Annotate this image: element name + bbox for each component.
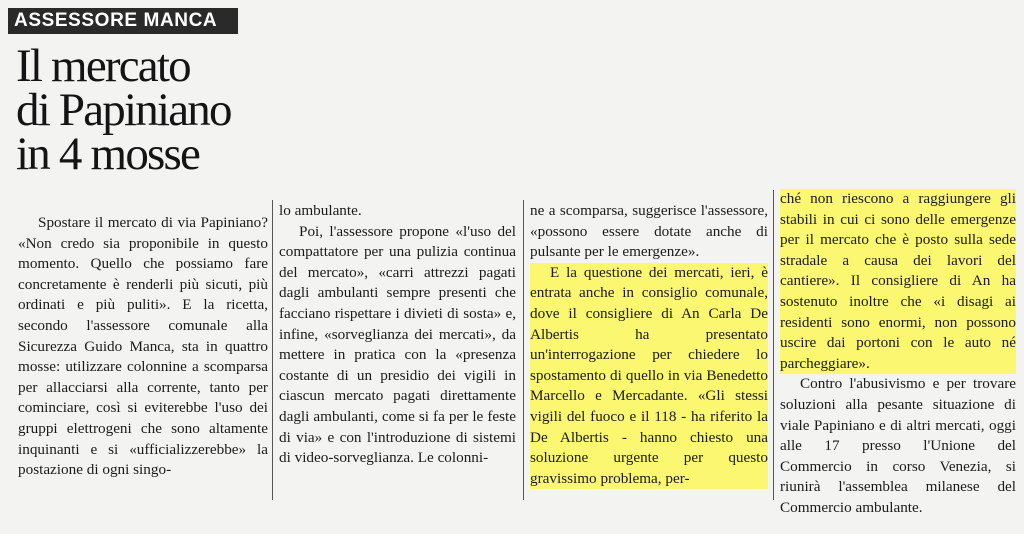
kicker-label: ASSESSORE MANCA — [8, 8, 238, 34]
column-3-paragraph-a: ne a scomparsa, suggerisce l'assessore, «possono essere dotate anche di pulsante per le emergenze». — [530, 202, 768, 261]
headline-line-1: Il mercato — [16, 40, 190, 92]
column-divider-1 — [272, 200, 273, 500]
column-divider-3 — [773, 190, 774, 500]
column-2-paragraph-a: lo ambulante. — [279, 202, 362, 219]
column-3 — [530, 201, 768, 489]
column-1 — [18, 213, 268, 481]
column-2-paragraph-b: Poi, l'assessore propone «l'uso del compattatore per una pulizia continua del mercato», «carri attrezzi pagati dagli ambulanti sempre presenti che facciano rispettare i divieti di sosta» e, infine, «sorveglianza dei mercati», da mettere in pratica con la «presenza costante di un presidio dei vigili in ciascun mercato pagati direttamente dagli ambulanti, come si fa per le feste di via» e con l'introduzione di sistemi di video-sorveglianza. Le colonni- — [279, 222, 516, 467]
column-3-paragraph-b-highlighted: E la questione dei mercati, ieri, è entrata anche in consiglio comunale, dove il consigliere di An Carla De Albertis ha presentato un'interrogazione per chiedere lo spostamento di quello in via Benedetto Marcello e Mercadante. «Gli stessi vigili del fuoco e il 118 - ha riferito la De Albertis - hanno chiesto una soluzione urgente per questo gravissimo problema, per- — [530, 263, 768, 490]
column-1-paragraph: Spostare il mercato di via Papiniano? «Non credo sia proponibile in questo momento. Quello che possiamo fare concretamente è renderli più sicuti, più ordinati e più puliti». E la ricetta, secondo l'assessore comunale alla Sicurezza Guido Manca, sta in quattro mosse: utilizzare colonnine a scomparsa per allacciarsi alla corrente, tanto per cominciare, così si eviterebbe l'uso dei gruppi elettrogeni che sono altamente inquinanti e si «ufficializzerebbe» la postazione di ogni singo- — [18, 214, 268, 479]
column-divider-2 — [523, 200, 524, 500]
headline — [16, 40, 276, 180]
headline-line-3: in 4 mosse — [16, 128, 200, 180]
headline-line-2: di Papiniano — [16, 84, 231, 136]
column-2 — [279, 201, 516, 469]
column-4-paragraph-b: Contro l'abusivismo e per trovare soluzioni alla pesante situazione di viale Papiniano e di altri mercati, oggi alle 17 presso l'Unione del Commercio in corso Venezia, si riunirà l'assemblea milanese del Commercio ambulante. — [780, 375, 1016, 516]
column-4-paragraph-a-highlighted: ché non riescono a raggiungere gli stabili in cui ci sono delle emergenze per il mercato che è posto sulla sede stradale a causa dei lavori del cantiere». Il consigliere di An ha sostenuto inoltre che «i disagi ai residenti sono enormi, non possono uscire dai portoni con le auto né parcheggiare». — [780, 189, 1016, 374]
column-4 — [780, 189, 1016, 519]
